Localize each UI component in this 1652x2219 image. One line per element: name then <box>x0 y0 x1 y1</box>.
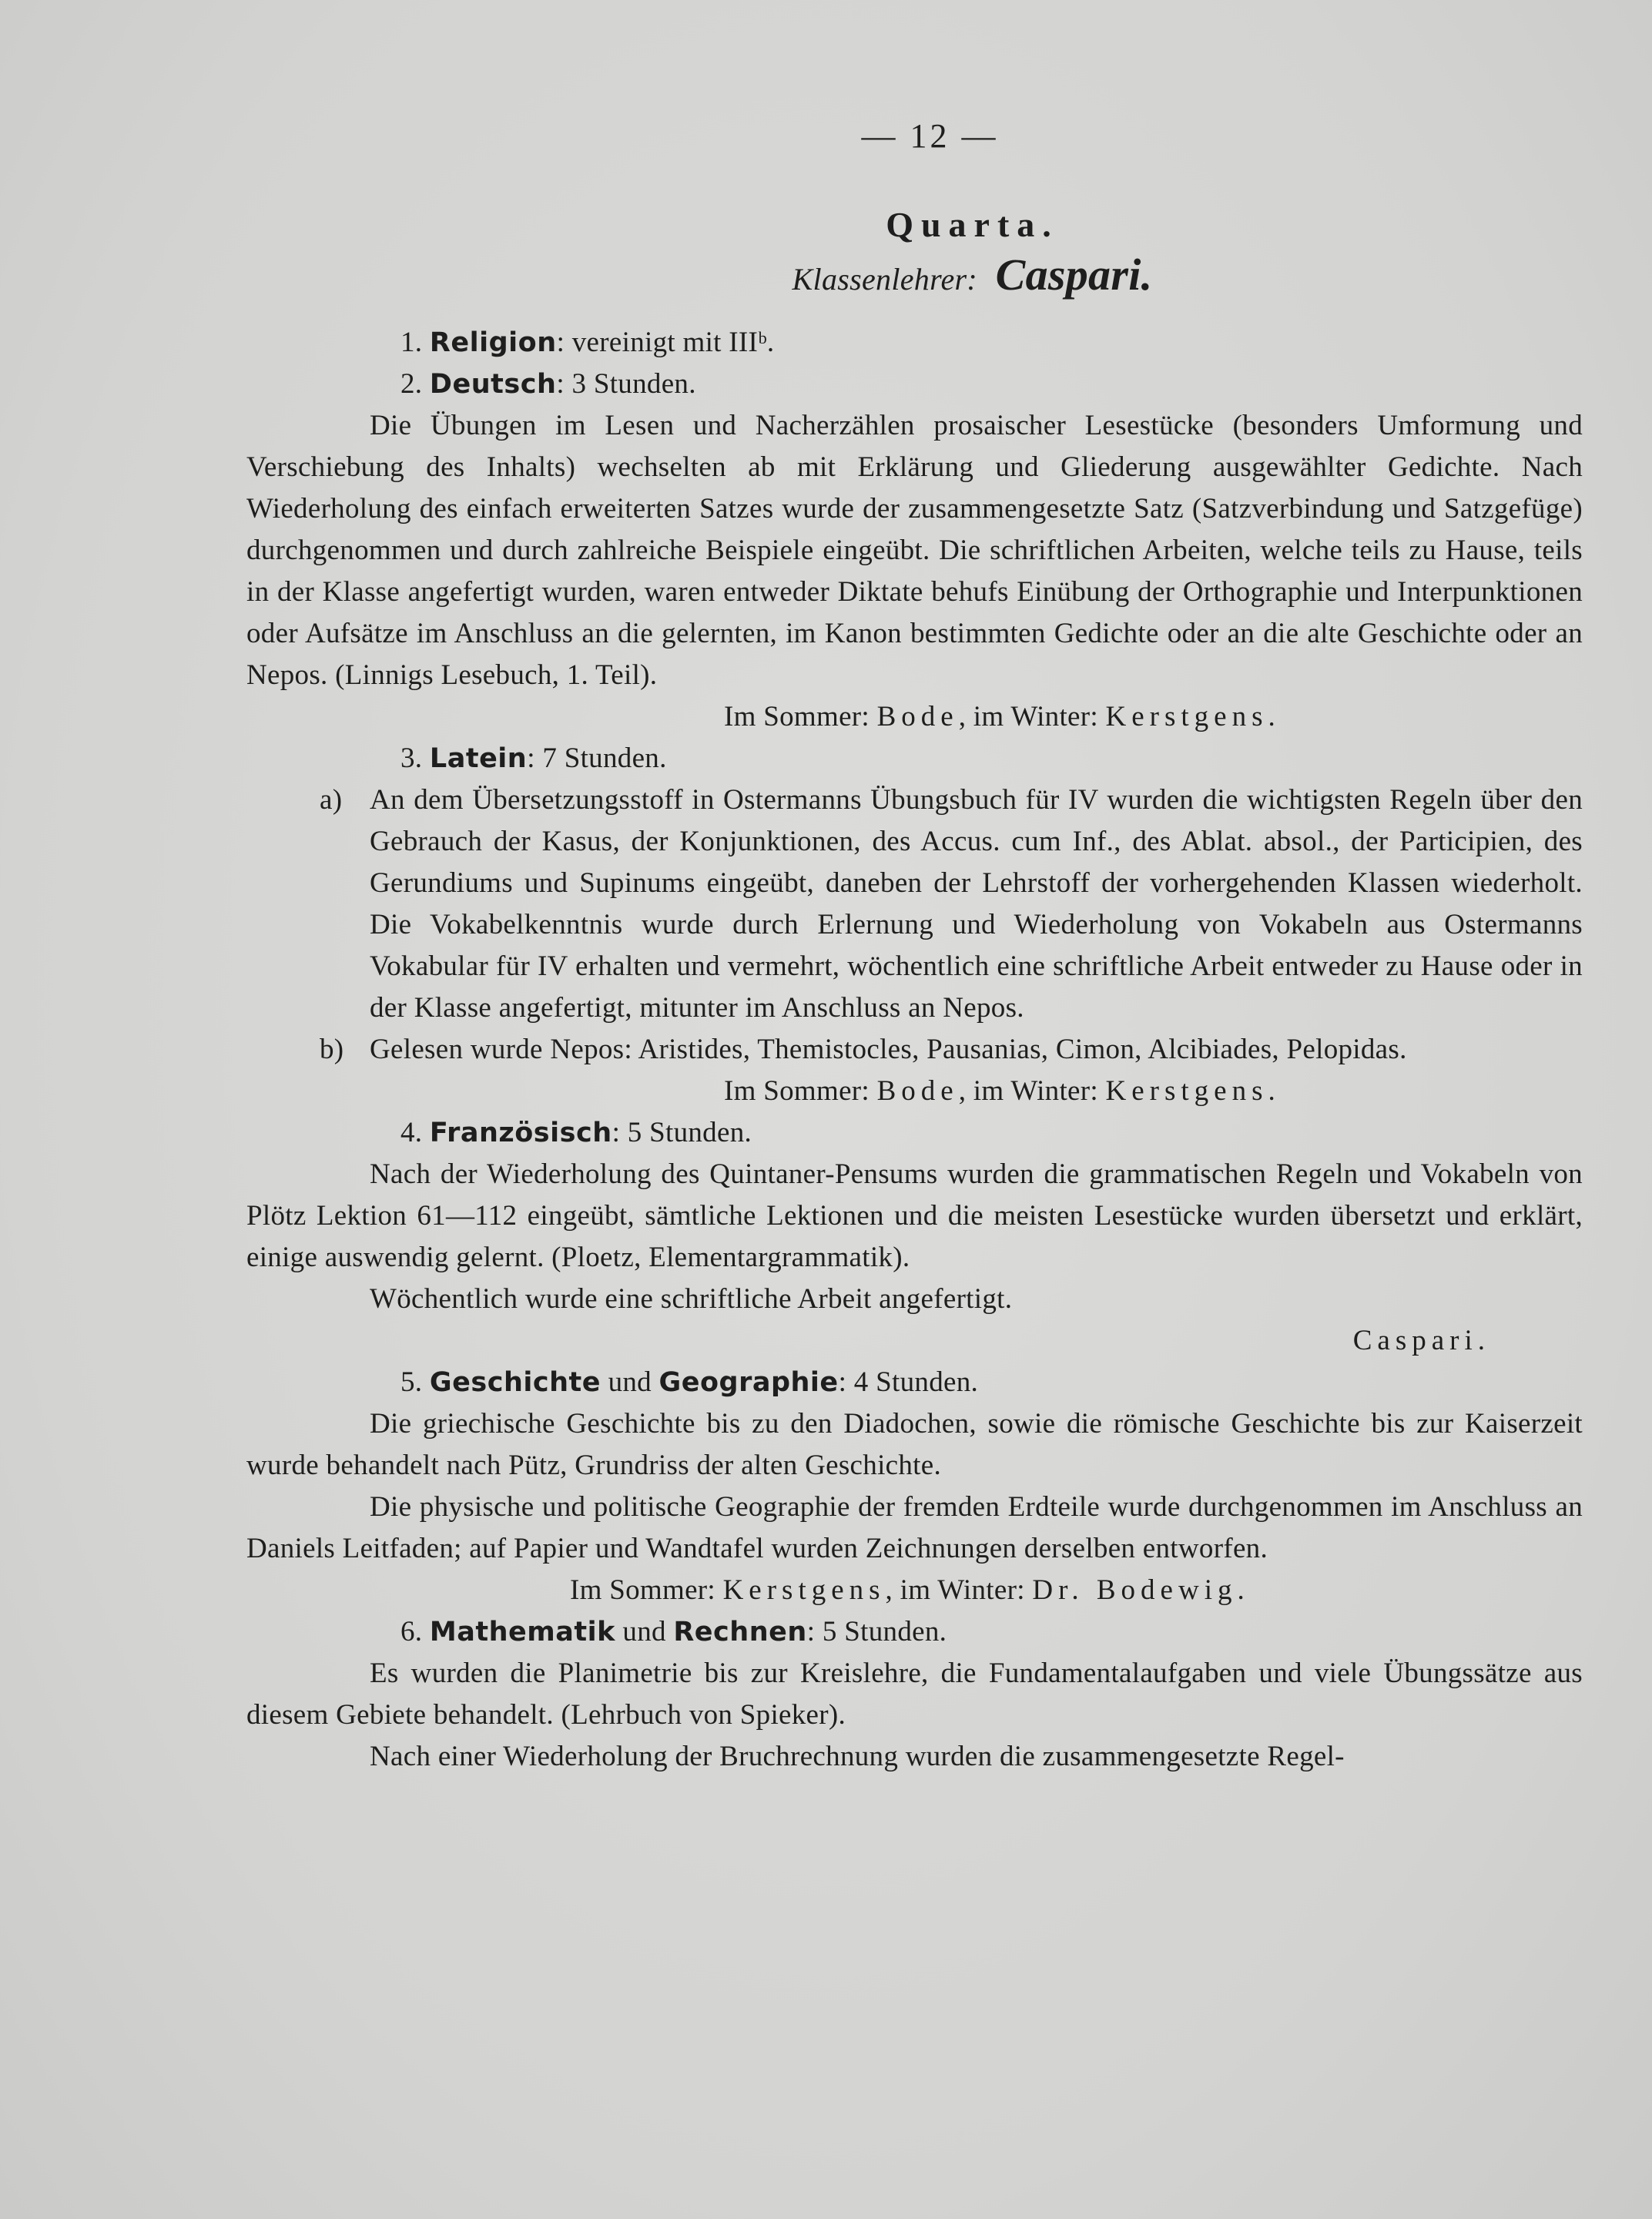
page-content <box>246 116 1583 1778</box>
subject-name: Latein <box>429 743 528 774</box>
geschichte-teachers <box>246 1570 1583 1611</box>
subject-hours: : 4 Stunden. <box>838 1366 979 1398</box>
subject-hours: : 7 Stunden. <box>527 742 667 774</box>
winter-label: , im Winter: <box>958 1075 1098 1107</box>
latein-item-b <box>246 1029 1583 1071</box>
subject-deutsch <box>246 364 1583 405</box>
class-teacher-label: Klassenlehrer: <box>792 262 978 297</box>
subject-name: Französisch <box>429 1118 612 1148</box>
subject-religion <box>246 322 1583 364</box>
geschichte-paragraph: Die griechische Geschichte bis zu den Diadochen, sowie die römische Geschichte bis zur Kaiserzeit wurde behandelt nach Pütz, Grundriss der alten Geschichte. <box>246 1408 1583 1481</box>
winter-label: , im Winter: <box>885 1574 1025 1606</box>
subject-number: 5. <box>400 1366 423 1398</box>
item-label: b) <box>320 1034 344 1065</box>
subject-hours: : 5 Stunden. <box>612 1117 752 1148</box>
subject-number: 1. <box>400 327 423 358</box>
subject-mathematik-rechnen <box>246 1611 1583 1653</box>
franzoesisch-paragraph-2: Wöchentlich wurde eine schriftliche Arbeit angefertigt. <box>370 1283 1013 1315</box>
section-heading: Quarta. <box>886 205 1059 244</box>
subject-name: Geschichte <box>429 1367 601 1398</box>
subject-name: Rechnen <box>673 1617 807 1647</box>
franzoesisch-paragraph-1: Nach der Wiederholung des Quintaner-Pensums wurden die grammatischen Regeln und Vokabeln von Plötz Lektion 61—112 eingeübt, sämtliche Lektionen und die meisten Lesestücke wurden übersetzt und erklärt, einige auswendig gelernt. (Ploetz, Elementargrammatik). <box>246 1158 1583 1273</box>
winter-teacher: Kerstgens. <box>1105 701 1281 732</box>
subject-connector: und <box>615 1616 674 1647</box>
subject-number: 6. <box>400 1616 423 1647</box>
subject-name: Religion <box>429 327 557 358</box>
subject-number: 4. <box>400 1117 423 1148</box>
latein-teachers <box>246 1071 1583 1112</box>
subject-hours: : vereinigt mit IIIᵇ. <box>556 327 775 358</box>
class-teacher-name: Caspari. <box>995 250 1153 300</box>
subject-name: Mathematik <box>429 1617 615 1647</box>
class-teacher-line <box>246 248 1583 308</box>
subject-latein <box>246 738 1583 779</box>
subject-number: 3. <box>400 742 423 774</box>
mathematik-paragraph-2: Nach einer Wiederholung der Bruchrechnung wurden die zusammengesetzte Regel- <box>370 1741 1345 1772</box>
subject-franzoesisch <box>246 1112 1583 1154</box>
subject-number: 2. <box>400 368 423 400</box>
subject-name: Geographie <box>658 1367 839 1398</box>
subject-hours: : 3 Stunden. <box>556 368 696 400</box>
summer-label: Im Sommer: <box>724 701 870 732</box>
item-label: a) <box>320 784 343 816</box>
summer-label: Im Sommer: <box>724 1075 870 1107</box>
franzoesisch-signature: Caspari. <box>1352 1325 1490 1356</box>
subject-name: Deutsch <box>429 369 557 400</box>
item-text: An dem Übersetzungsstoff in Ostermanns Übungsbuch für IV wurden die wichtigsten Regeln über den Gebrauch der Kasus, der Konjunktionen, des Accus. cum Inf., des Ablat. absol., der Participien, des Gerundiums und Supinums eingeübt, daneben der Lehrstoff der vorhergehenden Klassen wiederholt. Die Vokabelkenntnis wurde durch Erlernung und Wiederholung von Vokabeln aus Ostermanns Vokabular für IV erhalten und vermehrt, wöchentlich eine schriftliche Arbeit entweder zu Hause oder in der Klasse angefertigt, mitunter im Anschluss an Nepos. <box>370 784 1583 1024</box>
winter-label: , im Winter: <box>958 701 1098 732</box>
mathematik-paragraph-1: Es wurden die Planimetrie bis zur Kreislehre, die Fundamentalaufgaben und viele Übungssätze aus diesem Gebiete behandelt. (Lehrbuch von Spieker). <box>246 1658 1583 1731</box>
deutsch-paragraph: Die Übungen im Lesen und Nacherzählen prosaischer Lesestücke (besonders Umformung und Verschiebung des Inhalts) wechselten ab mit Erklärung und Gliederung ausgewählter Gedichte. Nach Wiederholung des einfach erweiterten Satzes wurde der zusammengesetzte Satz (Satzverbindung und Satzgefüge) durchgenommen und durch zahlreiche Beispiele eingeübt. Die schriftlichen Arbeiten, welche teils zu Hause, teils in der Klasse angefertigt wurden, waren entweder Diktate behufs Einübung der Orthographie und Interpunktionen oder Aufsätze im Anschluss an die gelernten, im Kanon bestimmten Gedichte oder an die alte Geschichte oder an Nepos. (Linnigs Lesebuch, 1. Teil). <box>246 410 1583 691</box>
summer-teacher: Bode <box>876 701 959 732</box>
latein-item-a <box>246 779 1583 1029</box>
summer-teacher: Kerstgens <box>722 1574 886 1606</box>
item-text: Gelesen wurde Nepos: Aristides, Themistocles, Pausanias, Cimon, Alcibiades, Pelopidas. <box>370 1034 1407 1065</box>
page-number: — 12 — <box>861 117 999 155</box>
subject-hours: : 5 Stunden. <box>806 1616 947 1647</box>
summer-label: Im Sommer: <box>570 1574 716 1606</box>
winter-teacher: Kerstgens. <box>1105 1075 1281 1107</box>
subject-geschichte-geographie <box>246 1362 1583 1403</box>
subject-connector: und <box>601 1366 659 1398</box>
summer-teacher: Bode <box>876 1075 959 1107</box>
winter-teacher: Dr. Bodewig. <box>1032 1574 1250 1606</box>
geographie-paragraph: Die physische und politische Geographie der fremden Erdteile wurde durchgenommen im Anschluss an Daniels Leitfaden; auf Papier und Wandtafel wurden Zeichnungen derselben entworfen. <box>246 1491 1583 1564</box>
deutsch-teachers <box>246 696 1583 738</box>
